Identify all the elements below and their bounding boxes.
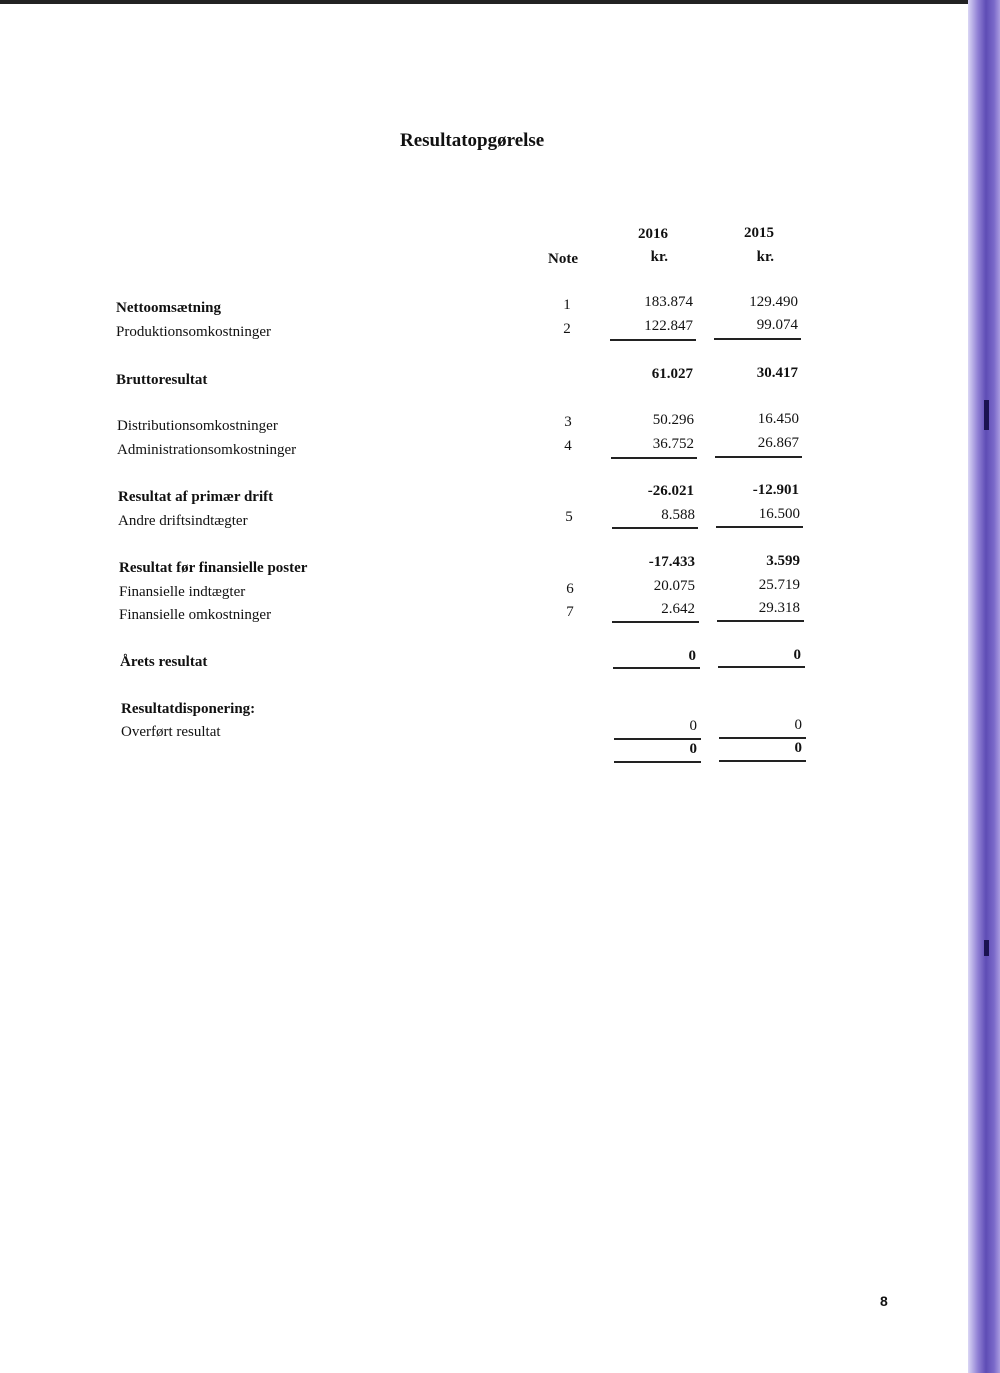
subtotal-rule (612, 621, 699, 623)
subtotal-rule (715, 456, 802, 458)
value-2015: 30.417 (756, 365, 798, 381)
value-2015: 3.599 (766, 553, 800, 569)
value-2016: 0 (689, 741, 697, 757)
page-title: Resultatopgørelse (400, 130, 545, 151)
value-2016: 20.075 (653, 578, 695, 594)
value-2015: 0 (793, 647, 801, 663)
subtotal-rule (717, 620, 804, 622)
binder-edge (968, 0, 1000, 1373)
subtotal-rule (610, 339, 696, 341)
value-2015: 99.074 (756, 317, 798, 333)
value-2016: 0 (689, 718, 697, 734)
value-2015: 0 (794, 740, 802, 756)
note-column-header: Note (548, 251, 578, 267)
row-label: Resultat af primær drift (118, 489, 274, 505)
value-2016: -26.021 (647, 483, 694, 499)
binder-mark (984, 940, 989, 956)
value-2015: -12.901 (752, 482, 799, 498)
value-2015: 16.500 (758, 506, 800, 522)
value-2016: 36.752 (652, 436, 694, 452)
value-2016: 50.296 (652, 412, 694, 428)
row-note: 4 (564, 438, 572, 454)
double-total-rule (614, 761, 701, 763)
row-note: 6 (566, 581, 574, 597)
row-label: Resultat før finansielle poster (119, 560, 308, 576)
value-2016: 61.027 (651, 366, 693, 382)
row-label: Finansielle omkostninger (119, 607, 272, 623)
value-2016: 122.847 (644, 318, 693, 334)
total-rule (613, 667, 700, 669)
top-edge-rule (0, 0, 970, 4)
value-2016: 183.874 (644, 294, 693, 310)
row-note: 7 (566, 604, 574, 620)
value-2016: 2.642 (661, 601, 695, 617)
row-note: 1 (563, 297, 571, 313)
unit-2016-header: kr. (650, 249, 668, 265)
row-note: 3 (564, 414, 572, 430)
row-label: Administrationsomkostninger (117, 442, 297, 458)
subtotal-rule (614, 738, 701, 740)
value-2015: 29.318 (758, 600, 800, 616)
value-2015: 0 (794, 717, 802, 733)
row-note: 2 (563, 321, 571, 337)
subtotal-rule (611, 457, 697, 459)
subtotal-rule (719, 737, 806, 739)
value-2015: 129.490 (749, 294, 798, 310)
value-2016: -17.433 (648, 554, 695, 570)
subtotal-rule (612, 527, 698, 529)
value-2015: 16.450 (757, 411, 799, 427)
row-label: Nettoomsætning (116, 300, 221, 316)
row-label: Andre driftsindtægter (118, 513, 248, 529)
page-number: 8 (880, 1293, 888, 1309)
subtotal-rule (716, 526, 803, 528)
value-2015: 25.719 (758, 577, 800, 593)
row-note: 5 (565, 509, 573, 525)
row-label: Produktionsomkostninger (116, 324, 272, 340)
row-label: Finansielle indtægter (119, 584, 246, 600)
value-2015: 26.867 (757, 435, 799, 451)
binder-mark (984, 400, 989, 430)
row-label: Resultatdisponering: (121, 701, 256, 717)
value-2016: 8.588 (661, 507, 695, 523)
year-2015-header: 2015 (744, 225, 774, 241)
value-2016: 0 (688, 648, 696, 664)
subtotal-rule (714, 338, 801, 340)
row-label: Overført resultat (121, 724, 221, 740)
unit-2015-header: kr. (756, 249, 774, 265)
double-total-rule (719, 760, 806, 762)
row-label: Distributionsomkostninger (117, 418, 278, 434)
year-2016-header: 2016 (638, 226, 668, 242)
row-label: Årets resultat (120, 654, 208, 670)
total-rule (718, 666, 805, 668)
row-label: Bruttoresultat (116, 372, 208, 388)
